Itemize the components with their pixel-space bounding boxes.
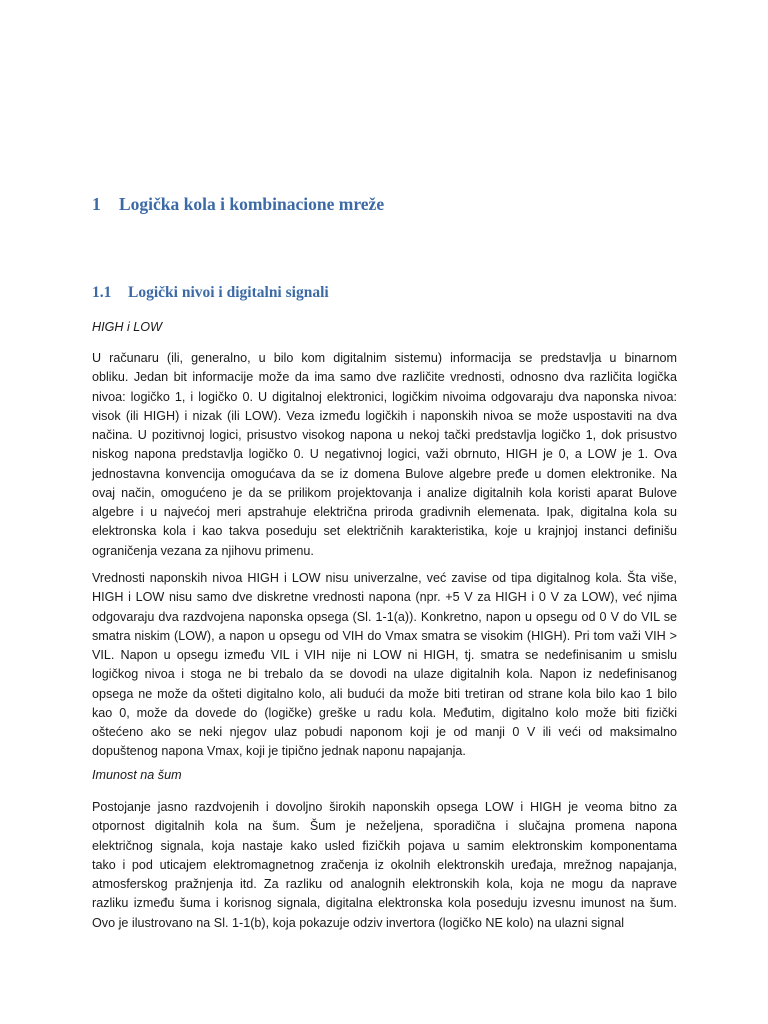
paragraph-2 <box>92 569 677 762</box>
heading-1 <box>92 194 384 215</box>
text-line: električnog signala, koja nastaje kako usled fizičkih pojava u samim elektronskim komponentama <box>92 838 677 853</box>
heading-1-title: Logička kola i kombinacione mreže <box>119 194 385 214</box>
text-line: ovaj način, omogućeno je da se prilikom projektovanja i analize digitalnih kola koristi aparat Bulove <box>92 485 677 500</box>
text-line: VIL. Napon u opsegu između VIL i VIH nije ni LOW ni HIGH, tj. smatra se nedefinisanim u smislu <box>92 648 677 662</box>
text-line: U računaru (ili, generalno, u bilo kom digitalnim sistemu) informacija se predstavlja u binarnom <box>92 351 677 365</box>
text-line: niskog napona predstavlja logičko 0. U negativnoj logici, važi obrnuto, HIGH je 0, a LOW je 1. Ova <box>92 447 677 462</box>
subheading-high-low: HIGH i LOW <box>92 320 162 334</box>
text-line: tako i pod uticajem elektromagnetnog zračenja iz okolnih elektronskih uređaja, mrežnog napajanja, <box>92 857 677 872</box>
text-line: razliku između šuma i korisnog signala, digitalna elektronska kola poseduju izvesnu imunost na šum. <box>92 896 677 911</box>
heading-2-title: Logički nivoi i digitalni signali <box>128 284 329 301</box>
heading-1-number: 1 <box>92 194 101 214</box>
text-line: jednostavna konvencija omogućava da se iz domena Bulove algebre pređe u domen elektronike. Na <box>92 466 677 481</box>
text-line: visok (ili HIGH) i nizak (ili LOW). Veza između logičkih i naponskih nivoa se može uspostaviti na dva <box>92 408 677 423</box>
text-line: HIGH i LOW nisu samo dve diskretne vrednosti napona (npr. +5 V za HIGH i 0 V za LOW), već njima <box>92 590 677 605</box>
paragraph-3 <box>92 798 677 933</box>
text-line: smatra niskim (LOW), a napon u opsegu od VIH do Vmax smatra se visokim (HIGH). Pri tom važi VIH > <box>92 628 677 643</box>
text-line: atmosferskog pražnjenja itd. Za razliku od analognih elektronskih kola, koja ne mogu da naprave <box>92 877 677 891</box>
subheading-noise-immunity: Imunost na šum <box>92 768 182 782</box>
text-line: dopuštenog napona Vmax, koji je tipično jednak naponu napajanja. <box>92 744 466 759</box>
text-line: oštećeno ako se neki njegov ulaz pobudi naponom koji je od manji 0 V ili veći od maksimalno <box>92 725 677 739</box>
text-line: načina. U pozitivnoj logici, prisustvo visokog napona u nekoj tački predstavlja logičko 1, dok prisustvo <box>92 428 677 442</box>
text-line: algebre i u najvećoj meri apstrahuje električna priroda gradivnih elemenata. Ipak, digitalna kola su <box>92 505 677 519</box>
paragraph-1 <box>92 349 677 561</box>
heading-2 <box>92 284 329 302</box>
text-line: otpornost digitalnih kola na šum. Šum je neželjena, sporadična i slučajna promena napona <box>92 819 677 834</box>
text-line: opsega ne može da ošteti digitalno kolo, ali budući da može biti tretiran od strane kola bilo kao 1 bilo <box>92 686 677 701</box>
text-line: logičkog nivoa i stoga ne bi trebalo da se dovodi na ulaze digitalnih kola. Napon iz nedefinisanog <box>92 667 677 682</box>
text-line: odgovaraju dva razdvojena naponska opsega (Sl. 1-1(a)). Konkretno, napon u opsegu od 0 V do VIL se <box>92 609 677 624</box>
text-line: Vrednosti naponskih nivoa HIGH i LOW nisu univerzalne, već zavise od tipa digitalnog kola. Šta više, <box>92 571 677 585</box>
text-line: nivoa: logičko 1, i logičko 0. U digitalnoj elektronici, logičkim nivoima odgovaraju dva naponska nivoa: <box>92 389 677 404</box>
text-line: Ovo je ilustrovano na Sl. 1-1(b), koja pokazuje odziv invertora (logičko NE kolo) na ulazni signal <box>92 915 624 930</box>
heading-2-number: 1.1 <box>92 284 112 301</box>
text-line: kao 0, može da dovede do (logičke) greške u radu kola. Međutim, digitalno kolo može biti fizički <box>92 705 677 720</box>
text-line: elektronska kola i kao takva poseduju set električnih karakteristika, koje u krajnjoj instanci definišu <box>92 524 677 539</box>
text-line: Postojanje jasno razdvojenih i dovoljno širokih naponskih opsega LOW i HIGH je veoma bitno za <box>92 800 677 814</box>
text-line: obliku. Jedan bit informacije može da ima samo dve različite vrednosti, odnosno dva različita logička <box>92 370 677 385</box>
text-line: ograničenja vezana za njihovu primenu. <box>92 543 314 558</box>
